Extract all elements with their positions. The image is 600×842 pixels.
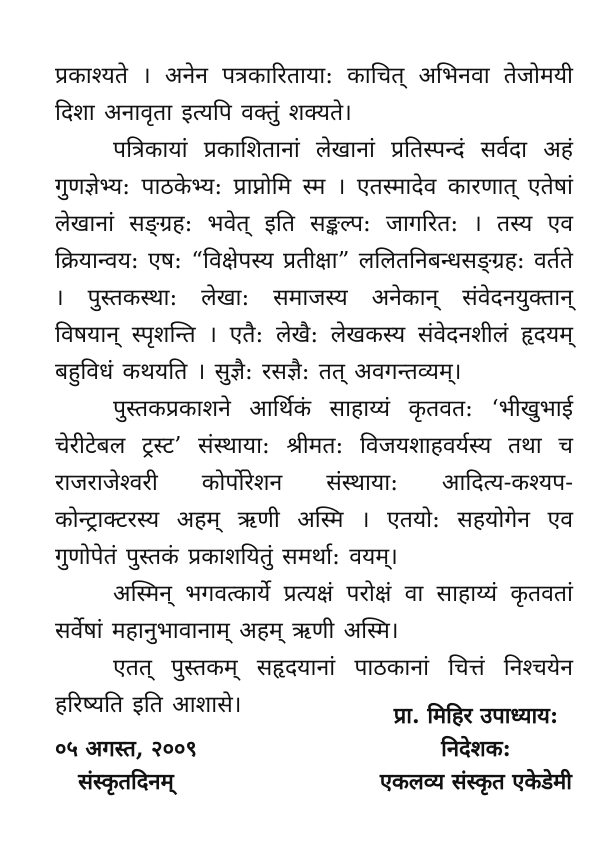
signoff-occasion: संस्कृतदिनम् [78, 769, 174, 795]
signoff-designation: निदेशक: [441, 736, 511, 762]
signoff-date: ०५ अगस्त, २००९ [55, 736, 197, 762]
body-text [55, 58, 573, 724]
signoff-block [55, 700, 572, 799]
signoff-signatory: प्रा. मिहिर उपाध्याय: [393, 703, 559, 729]
paragraph: पत्रिकायां प्रकाशितानां लेखानां प्रतिस्पन्दं सर्वदा अहं गुणज्ञेभ्य: पाठकेभ्य: प्राप्नोमि स्म । एतस्मादेव कारणात् एतेषां लेखानां सङ्ग्रह: भवेत् इति सङ्कल्प: जागरित: । तस्य एव क्रियान्वय: एष: “विक्षेपस्य प्रतीक्षा” ललितनिबन्धसङ्ग्रह: वर्तते । पुस्तकस्था: लेखा: समाजस्य अनेकान् संवेदनयुक्तान् विषयान् स्पृशन्ति । एतै: लेखै: लेखकस्य संवेदनशीलं हृदयम् बहुविधं कथयति । सुज्ञै: रसज्ञै: तत् अवगन्तव्यम्। [55, 137, 573, 385]
signoff-signature-block [380, 700, 572, 799]
signoff-date-block [55, 733, 197, 799]
signoff-organization: एकलव्य संस्कृत एकेडेमी [379, 769, 572, 795]
paragraph: एतत् पुस्तकम् सहृदयानां पाठकानां चित्तं निश्चयेन हरिष्यति इति आशासे। [55, 655, 573, 718]
paragraph-continuation: प्रकाश्यते । अनेन पत्रकारिताया: काचित् अभिनवा तेजोमयी दिशा अनावृता इत्यपि वक्तुं शक्यते। [55, 63, 573, 126]
paragraph: पुस्तकप्रकाशने आर्थिकं साहाय्यं कृतवत: ‘भीखुभाई चेरीटेबल ट्रस्ट’ संस्थाया: श्रीमत: विजयशाहवर्यस्य तथा च राजराजेश्वरी कोर्पोरेशन संस्थाया: आदित्य-कश्यप-कोन्ट्राक्टरस्य अहम् ऋणी अस्मि । एतयो: सहयोगेन एव गुणोपेतं पुस्तकं प्रकाशयितुं समर्था: वयम्। [55, 396, 573, 570]
paragraph: अस्मिन् भगवत्कार्ये प्रत्यक्षं परोक्षं वा साहाय्यं कृतवतां सर्वेषां महानुभावानाम् अहम् ऋणी अस्मि। [55, 581, 573, 644]
